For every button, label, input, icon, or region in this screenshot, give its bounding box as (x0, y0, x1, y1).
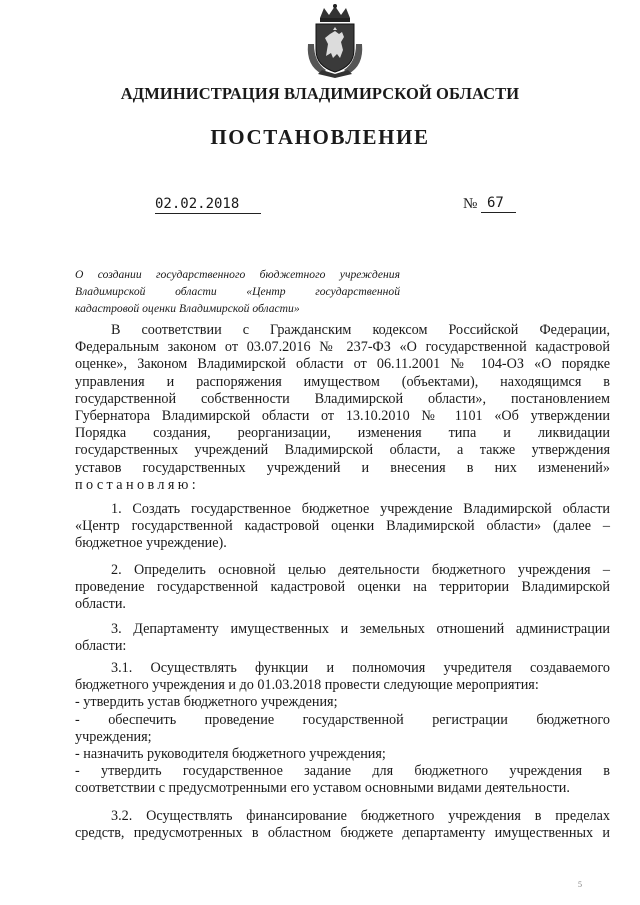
clause-3 (75, 621, 610, 655)
text-line: государственных учреждений Владимирской области, а также утверждения (75, 442, 610, 459)
text-line: 3.1. Осуществлять функции и полномочия учредителя создаваемого (111, 660, 610, 676)
text-line: уставов государственных учреждений и внесения в них изменений» (75, 459, 610, 476)
document-subject (75, 266, 400, 317)
text-line: Федеральным законом от 03.07.2016 № 237-ФЗ «О государственной кадастровой (75, 339, 610, 356)
subject-line: О создании государственного бюджетного учреждения (75, 268, 400, 281)
text-line: области. (75, 596, 126, 613)
text-line: средств, предусмотренных в областном бюджете департаменту имущественных и (75, 825, 610, 842)
preamble (75, 322, 610, 494)
text-line: управления и распоряжения имуществом (объектами), находящимся в (75, 373, 610, 390)
resolution-word: постановляю: (75, 476, 200, 493)
text-line: 1. Создать государственное бюджетное учреждение Владимирской области (111, 501, 610, 517)
text-line: оценке», Законом Владимирской области от 06.11.2001 № 104-ОЗ «О порядке (75, 356, 610, 373)
organization-name: АДМИНИСТРАЦИЯ ВЛАДИМИРСКОЙ ОБЛАСТИ (120, 84, 520, 103)
text-line: «Центр государственной кадастровой оценки Владимирской области» (далее – (75, 518, 610, 535)
text-line: 3. Департаменту имущественных и земельных отношений администрации (111, 621, 610, 637)
list-item: - утвердить государственное задание для бюджетного учреждения в (75, 763, 610, 780)
clause-3-1 (75, 660, 610, 798)
document-type: ПОСТАНОВЛЕНИЕ (210, 125, 430, 149)
coat-of-arms-icon (302, 4, 368, 80)
text-line: учреждения; (75, 728, 152, 745)
clause-1 (75, 501, 610, 553)
text-line: 2. Определить основной целью деятельности бюджетного учреждения – (111, 562, 610, 578)
text-line: проведение государственной кадастровой оценки на территории Владимирской (75, 579, 610, 596)
clause-3-2 (75, 808, 610, 842)
text-line: государственной собственности Владимирской области», постановлением (75, 390, 610, 407)
text-line: Порядка создания, реорганизации, изменения типа и ликвидации (75, 425, 610, 442)
list-item: - назначить руководителя бюджетного учреждения; (75, 746, 386, 763)
document-number: 67 (481, 195, 516, 213)
clause-2 (75, 562, 610, 614)
subject-line: Владимирской области «Центр государственной (75, 285, 400, 298)
text-line: бюджетного учреждения и до 01.03.2018 провести следующие мероприятия: (75, 677, 539, 694)
text-line: 3.2. Осуществлять финансирование бюджетного учреждения в пределах (111, 808, 610, 824)
text-line: области: (75, 638, 127, 655)
list-item: - обеспечить проведение государственной регистрации бюджетного (75, 711, 610, 728)
text-line: бюджетное учреждение). (75, 535, 227, 552)
document-number-label: № (463, 196, 478, 212)
list-item: - утвердить устав бюджетного учреждения; (75, 694, 338, 711)
text-line: соответствии с предусмотренными его уставом основными видами деятельности. (75, 780, 570, 797)
document-date: 02.02.2018 (155, 196, 261, 214)
margin-mark: 5 (578, 880, 582, 889)
text-line: Губернатора Владимирской области от 13.10.2010 № 1101 «Об утверждении (75, 408, 610, 425)
subject-line: кадастровой оценки Владимирской области» (75, 302, 300, 315)
text-line: В соответствии с Гражданским кодексом Российской Федерации, (111, 322, 610, 338)
